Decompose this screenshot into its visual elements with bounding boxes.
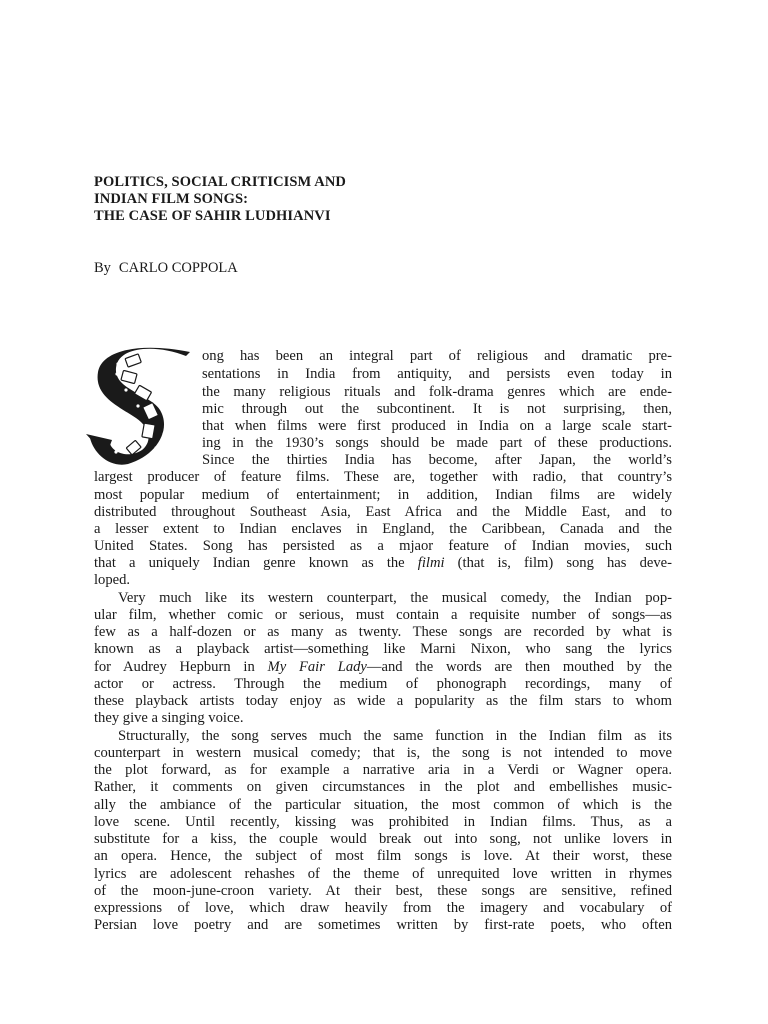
filmi-italic: filmi (417, 555, 445, 571)
body-line-29: substitute for a kiss, the couple would break out into song, not unlike lovers in (94, 831, 672, 847)
body-line-25: the plot forward, as for example a narrative aria in a Verdi or Wagner opera. (94, 762, 672, 778)
my-fair-lady-italic: My Fair Lady (267, 659, 367, 675)
body-line-15: Very much like its western counterpart, the musical comedy, the Indian pop- (118, 590, 672, 606)
body-line-32: of the moon-june-croon variety. At their best, these songs are sensitive, refined (94, 883, 672, 899)
byline (94, 260, 238, 277)
body-line-7: Since the thirties India has become, after Japan, the world’s (202, 452, 672, 468)
body-line-13: that a uniquely Indian genre known as the filmi (that is, film) song has deve- (94, 555, 672, 571)
body-line-24: counterpart in western musical comedy; that is, the song is not intended to move (94, 745, 672, 761)
body-line-19: for Audrey Hepburn in My Fair Lady—and the words are then mouthed by the (94, 659, 672, 675)
title-line-2: INDIAN FILM SONGS: (94, 191, 249, 207)
body-line-18: known as a playback artist—something like Marni Nixon, who sang the lyrics (94, 641, 672, 657)
body-line-23: Structurally, the song serves much the same function in the Indian film as its (118, 728, 672, 744)
body-line-17: few as a half-dozen or as many as twenty. These songs are recorded by what is (94, 624, 672, 640)
body-line-2: sentations in India from antiquity, and persists even today in (202, 366, 672, 382)
body-line-9: most popular medium of entertainment; in addition, Indian films are widely (94, 487, 672, 503)
title-line-1: POLITICS, SOCIAL CRITICISM AND (94, 174, 346, 190)
title-line-3: THE CASE OF SAHIR LUDHIANVI (94, 208, 331, 224)
body-line-12: United States. Song has persisted as a mjaor feature of Indian movies, such (94, 538, 672, 554)
body-line-33: expressions of love, which draw heavily from the imagery and vocabulary of (94, 900, 672, 916)
body-line-3: the many religious rituals and folk-drama genres which are ende- (202, 384, 672, 400)
body-line-30: an opera. Hence, the subject of most film songs is love. At their worst, these (94, 848, 672, 864)
body-line-16: ular film, whether comic or serious, must contain a requisite number of songs—as (94, 607, 672, 623)
body-line-28: love scene. Until recently, kissing was prohibited in Indian films. Thus, as a (94, 814, 672, 830)
body-line-22: they give a singing voice. (94, 710, 244, 726)
body-line-11: a lesser extent to Indian enclaves in England, the Caribbean, Canada and the (94, 521, 672, 537)
body-line-31: lyrics are adolescent rehashes of the theme of unrequited love written in rhymes (94, 866, 672, 882)
article-title (94, 174, 346, 225)
film-strip-dropcap-icon (86, 346, 192, 476)
body-line-21: these playback artists today enjoy as wide a popularity as the film stars to whom (94, 693, 672, 709)
body-line-34: Persian love poetry and are sometimes written by first-rate poets, who often (94, 917, 672, 933)
body-line-20: actor or actress. Through the medium of phonograph recordings, many of (94, 676, 672, 692)
body-line-14: loped. (94, 572, 131, 588)
body-line-8: largest producer of feature films. These are, together with radio, that country’s (94, 469, 672, 485)
body-line-4: mic through out the subcontinent. It is not surprising, then, (202, 401, 672, 417)
body-line-6: ing in the 1930’s songs should be made part of these productions. (202, 435, 672, 451)
body-line-5: that when films were first produced in India on a large scale start- (202, 418, 672, 434)
body-line-10: distributed throughout Southeast Asia, East Africa and the Middle East, and to (94, 504, 672, 520)
byline-prefix: By (94, 260, 111, 276)
body-line-27: ally the ambiance of the particular situation, the most common of which is the (94, 797, 672, 813)
body-line-26: Rather, it comments on given circumstances in the plot and embellishes music- (94, 779, 672, 795)
body-line-1: ong has been an integral part of religious and dramatic pre- (202, 348, 672, 364)
author-name: CARLO COPPOLA (118, 260, 238, 276)
